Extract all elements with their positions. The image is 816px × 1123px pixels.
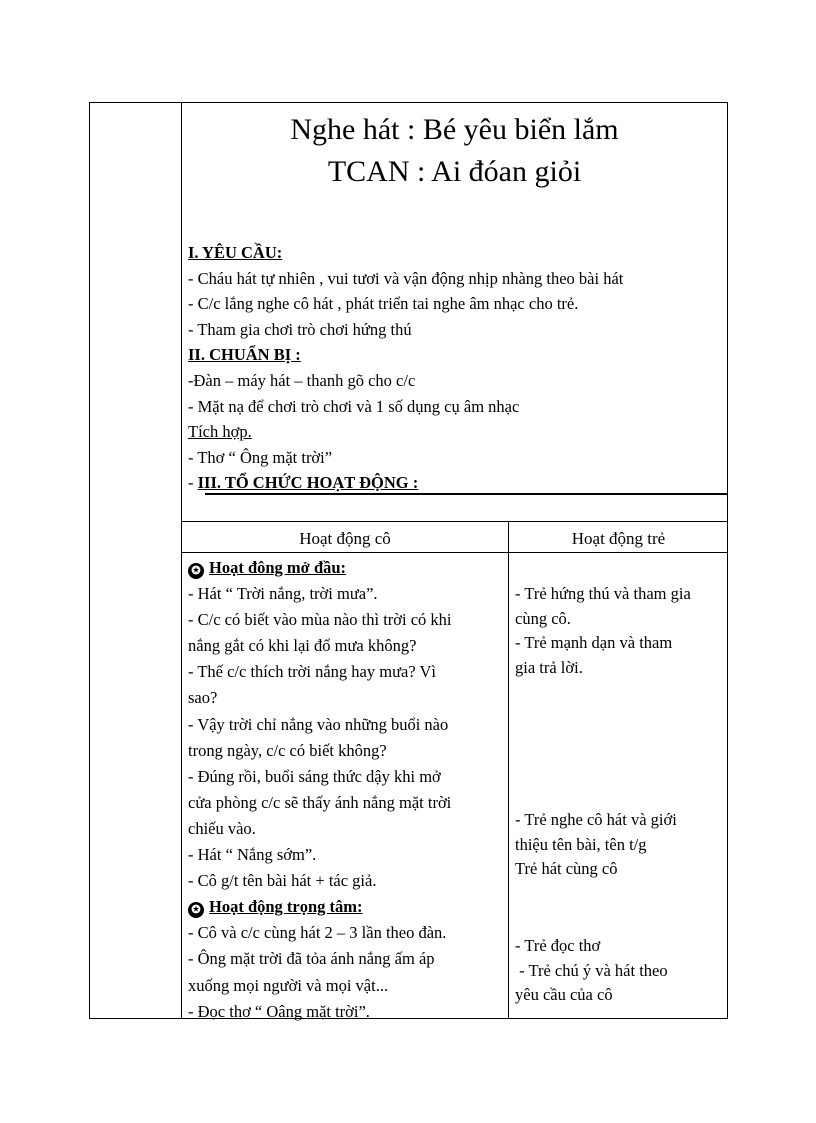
teacher-line: - Ông mặt trời đã tỏa ánh nắng ấm áp (188, 949, 435, 969)
section-heading-main (188, 894, 506, 920)
child-activities-block-3 (515, 934, 727, 1008)
teacher-activities-cell (188, 555, 506, 1025)
table-column-divider (508, 521, 509, 1019)
teacher-line: nắng gắt có khi lại đổ mưa không? (188, 636, 417, 656)
requirement-item: - Cháu hát tự nhiên , vui tươi và vận động nhịp nhàng theo bài hát (188, 268, 624, 288)
teacher-line: - Vậy trời chỉ nắng vào những buổi nào (188, 714, 449, 734)
child-activities-block-2 (515, 808, 727, 882)
teacher-line: - Đúng rồi, buổi sáng thức dậy khi mở (188, 766, 441, 786)
star-bullet-icon: ✪ (188, 563, 204, 579)
heading-preparation: II. CHUẨN BỊ : (188, 345, 301, 365)
lesson-title: Nghe hát : Bé yêu biển lắm (290, 113, 619, 146)
table-top-border (181, 521, 728, 522)
requirements-section (188, 240, 733, 496)
child-line: - Trẻ nghe cô hát và giới (515, 810, 677, 829)
child-line: Trẻ hát cùng cô (515, 859, 618, 878)
child-line: gia trả lời. (515, 657, 583, 677)
teacher-line: - C/c có biết vào mùa nào thì trời có khi (188, 610, 452, 630)
teacher-line: cửa phòng c/c sẽ thấy ánh nắng mặt trời (188, 792, 452, 812)
requirement-item: - C/c lắng nghe cô hát , phát triển tai nghe âm nhạc cho trẻ. (188, 294, 579, 314)
lesson-subtitle: TCAN : Ai đóan giỏi (327, 155, 582, 188)
child-line: thiệu tên bài, tên t/g (515, 834, 647, 854)
requirement-item: - Tham gia chơi trò chơi hứng thú (188, 319, 412, 339)
child-line: - Trẻ mạnh dạn và tham (515, 633, 673, 652)
preparation-item: - Mặt nạ để chơi trò chơi và 1 số dụng cụ âm nhạc (188, 396, 520, 416)
table-left-border (181, 521, 182, 1019)
heading-organization-prefix: - (188, 473, 198, 493)
heading-requirements: I. YÊU CẦU: (188, 243, 283, 262)
preparation-item: -Đàn – máy hát – thanh gõ cho c/c (188, 370, 416, 390)
child-activities-block-1 (515, 582, 727, 680)
teacher-line: - Hát “ Nắng sớm”. (188, 845, 317, 865)
table-header-border (181, 552, 728, 553)
teacher-line: - Thế c/c thích trời nắng hay mưa? Vì (188, 662, 436, 682)
teacher-line: sao? (188, 688, 218, 708)
teacher-line: - Hát “ Trời nắng, trời mưa”. (188, 584, 378, 604)
child-line: - Trẻ đọc thơ (515, 936, 601, 955)
child-line: cùng cô. (515, 608, 571, 628)
integration-label: Tích hợp. (188, 422, 252, 442)
heading-organization-text: III. TỔ CHỨC HOẠT ĐỘNG : (197, 473, 419, 493)
section-heading-label: Hoạt động trọng tâm: (209, 897, 363, 917)
section-heading-label: Hoạt đông mở đầu: (209, 558, 347, 577)
child-line: - Trẻ hứng thú và tham gia (515, 584, 691, 603)
column-header-teacher: Hoạt động cô (299, 529, 391, 548)
teacher-line: trong ngày, c/c có biết không? (188, 740, 387, 760)
teacher-line: xuống mọi người và mọi vật... (188, 975, 389, 995)
teacher-line: - Cô g/t tên bài hát + tác giả. (188, 871, 377, 891)
section-underline (205, 493, 728, 495)
integration-item: - Thơ “ Ông mặt trời” (188, 447, 333, 467)
star-bullet-icon: ✪ (188, 902, 204, 918)
column-header-children: Hoạt động trẻ (571, 529, 666, 548)
section-heading-opening (188, 555, 506, 581)
teacher-line: chiếu vào. (188, 818, 256, 838)
teacher-line: - Đọc thơ “ Oâng mặt trời”. (188, 1001, 370, 1021)
child-line: yêu cầu của cô (515, 985, 613, 1004)
teacher-line: - Cô và c/c cùng hát 2 – 3 lần theo đàn. (188, 923, 447, 943)
child-line: - Trẻ chú ý và hát theo (515, 960, 668, 980)
